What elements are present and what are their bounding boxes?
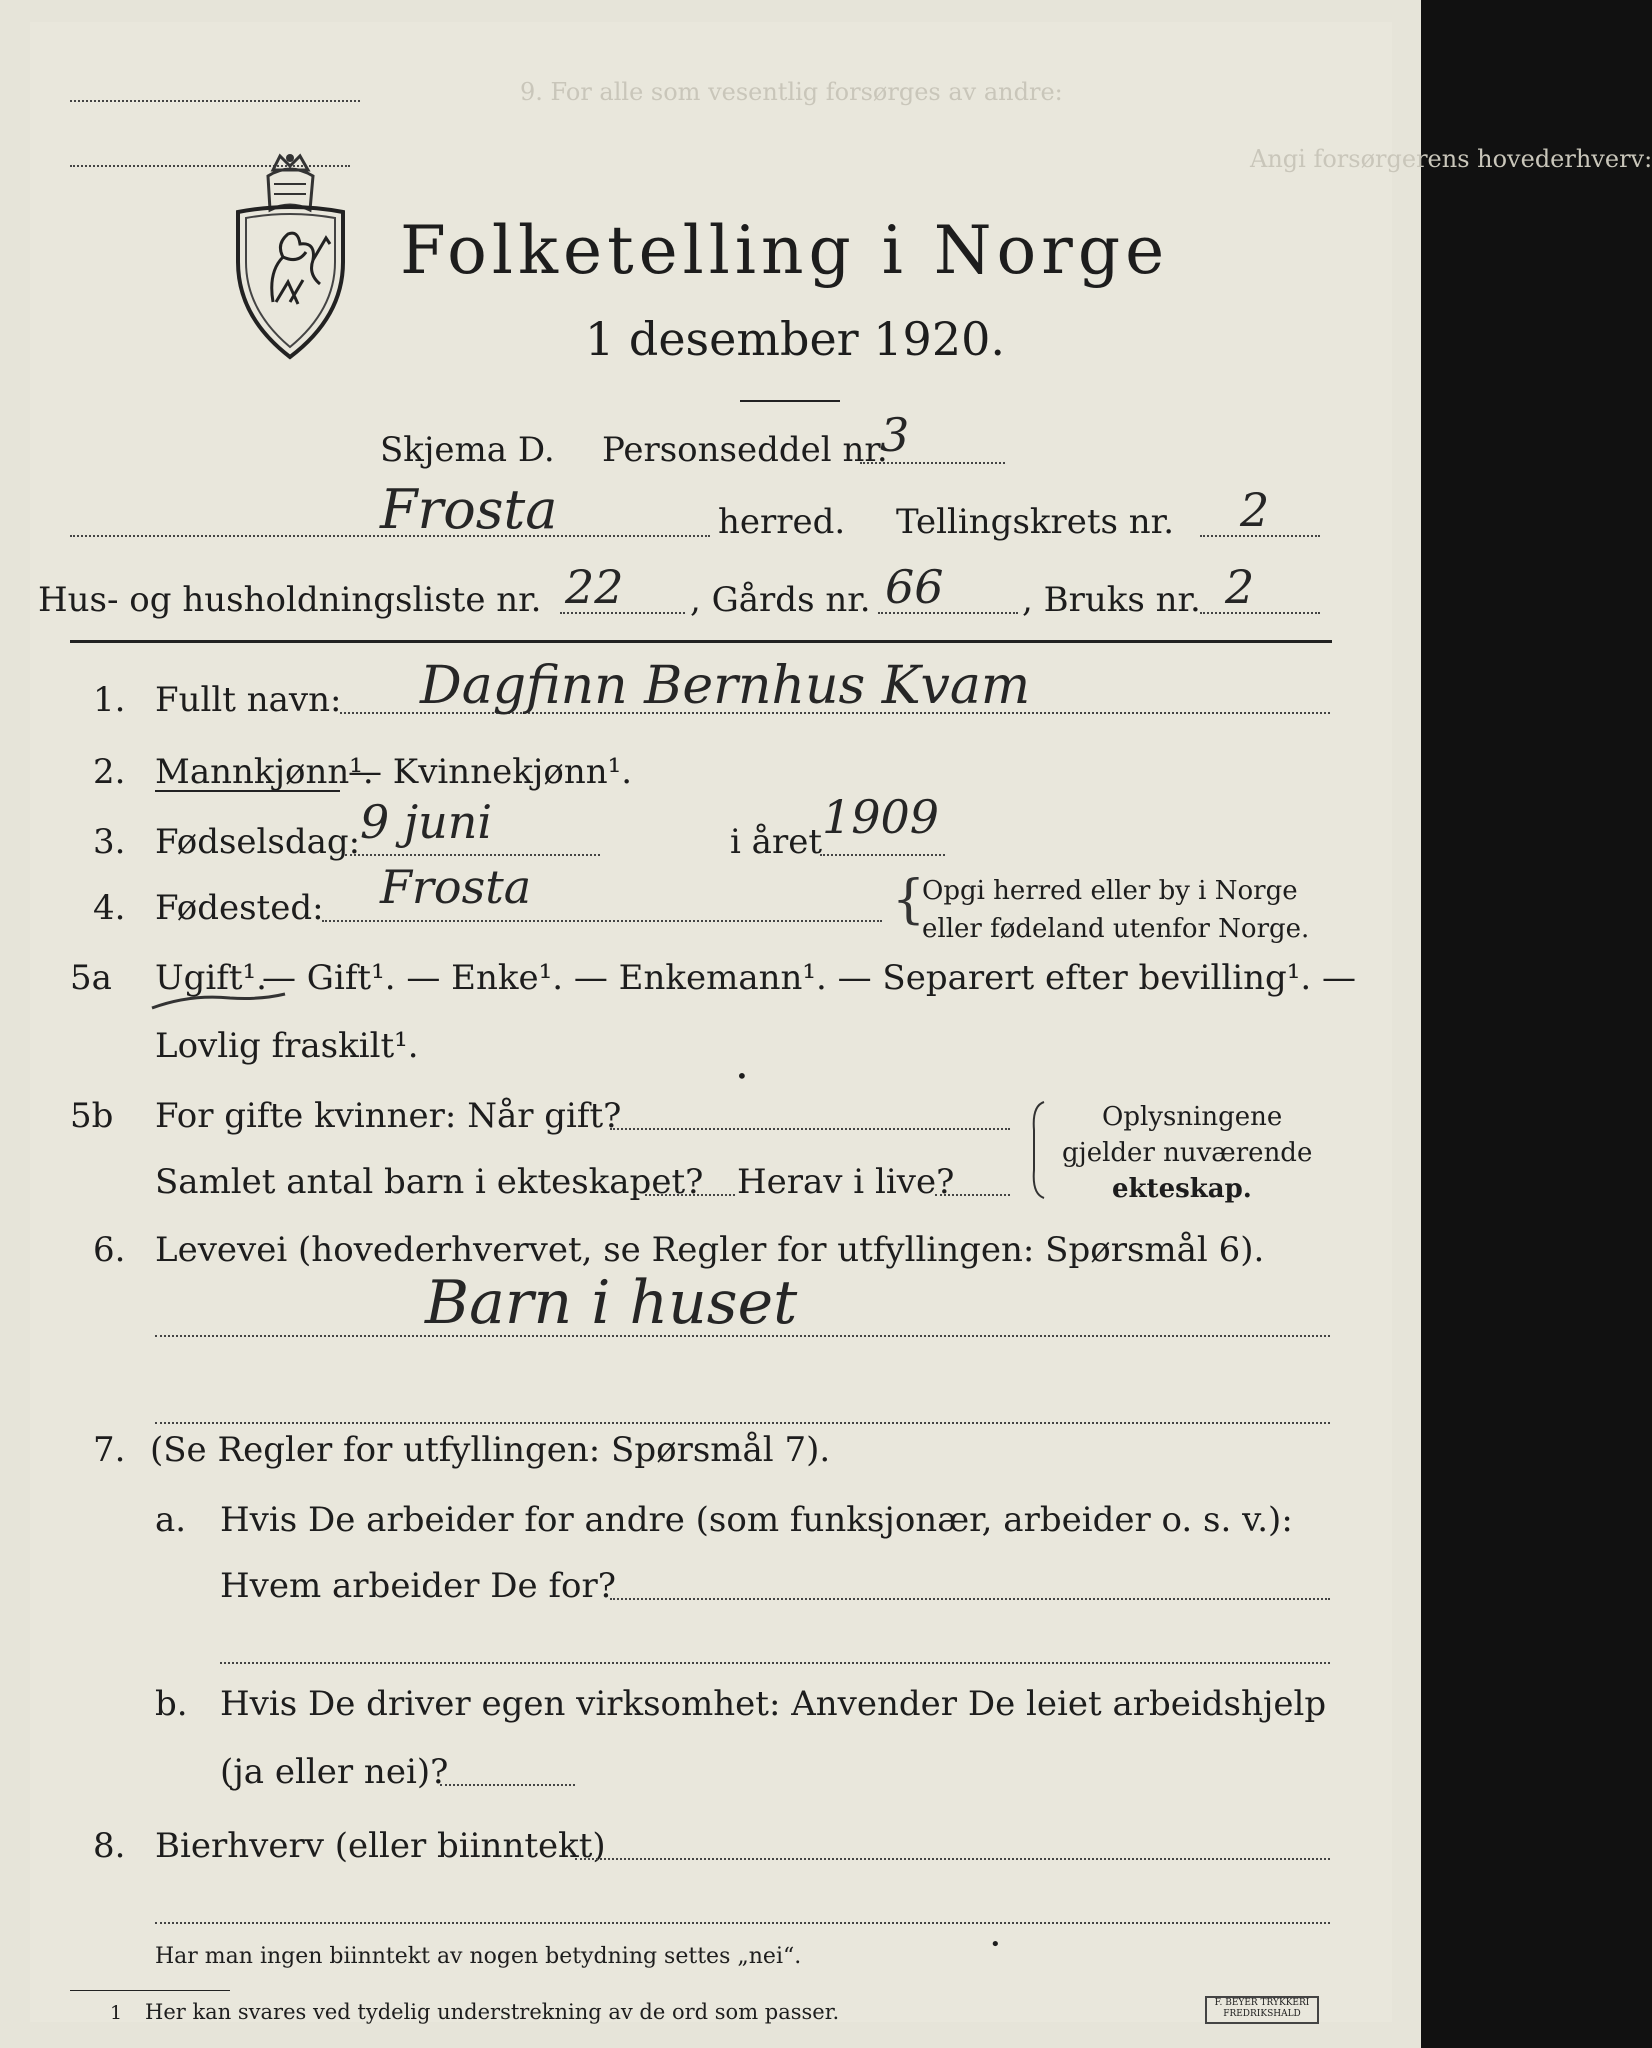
q3-year-line <box>820 854 945 856</box>
q5b-bracket <box>1028 1100 1048 1200</box>
gards-label: , Gårds nr. <box>690 580 871 620</box>
q4-note-line1: Opgi herred eller by i Norge <box>922 876 1298 906</box>
q7b-letter: b. <box>155 1684 188 1724</box>
q8-number: 8. <box>93 1826 126 1866</box>
hus-label: Hus- og husholdningsliste nr. <box>38 580 542 620</box>
q5b-married-when-line <box>610 1128 1010 1130</box>
q3-line <box>345 854 600 856</box>
q7a-extra-line <box>220 1662 1330 1664</box>
bruks-line <box>1200 612 1320 614</box>
q6-label: Levevei (hovederhvervet, se Regler for utfyllingen: Spørsmål 6). <box>155 1230 1265 1270</box>
q5b-note-line3: ekteskap. <box>1112 1174 1252 1204</box>
q7b-yes-no-label: (ja eller nei)? <box>220 1752 449 1792</box>
q4-note-line2: eller fødeland utenfor Norge. <box>922 914 1310 944</box>
bleed-through: Angi forsørgerens hovederhverv: <box>1250 145 1652 173</box>
q6-line-1 <box>155 1335 1330 1337</box>
q3-year-label: i året <box>730 822 822 862</box>
tellingskrets-value[interactable]: 2 <box>1240 483 1270 537</box>
printer-stamp: F. BEYER TRYKKERI FREDRIKSHALD <box>1205 1996 1319 2024</box>
herred-label: herred. <box>718 502 846 542</box>
tellingskrets-label: Tellingskrets nr. <box>896 502 1175 542</box>
q7a-letter: a. <box>155 1500 187 1540</box>
q7a-employer-line <box>610 1598 1330 1600</box>
herred-value[interactable]: Frosta <box>380 478 558 541</box>
q5a-number: 5a <box>70 958 112 998</box>
q7a-employer-label: Hvem arbeider De for? <box>220 1566 616 1606</box>
q5a-unmarried-option[interactable]: Ugift¹. <box>155 958 267 998</box>
q5b-label: For gifte kvinner: Når gift? <box>155 1096 622 1136</box>
ink-dot: • <box>990 1934 1001 1955</box>
q7b-yes-no-line <box>440 1784 575 1786</box>
q5b-alive-label: Herav i live? <box>737 1162 955 1202</box>
q5a-other-options[interactable]: — Gift¹. — Enke¹. — Enkemann¹. — Separert efter bevilling¹. — <box>262 958 1357 998</box>
header-divider <box>70 640 1332 643</box>
q3-birthday-value[interactable]: 9 juni <box>360 795 493 849</box>
personseddel-value[interactable]: 3 <box>880 408 910 462</box>
q3-label: Fødselsdag: <box>155 822 361 862</box>
title-divider <box>740 400 840 402</box>
ink-dot: • <box>736 1064 748 1088</box>
q2-number: 2. <box>93 752 126 792</box>
q3-year-value[interactable]: 1909 <box>822 790 940 844</box>
q6-line-2 <box>155 1422 1330 1424</box>
q1-label: Fullt navn: <box>155 680 342 720</box>
q8-line <box>575 1858 1330 1860</box>
form-title: Folketelling i Norge <box>400 212 1170 289</box>
bruks-label: , Bruks nr. <box>1022 580 1201 620</box>
q2-male-option[interactable]: Mannkjønn¹. <box>155 752 374 792</box>
footnote-number: 1 <box>110 2002 123 2024</box>
footer-note: Har man ingen biinntekt av nogen betydning settes „nei“. <box>155 1944 802 1969</box>
hus-value[interactable]: 22 <box>565 560 624 614</box>
q7-number: 7. <box>93 1430 126 1470</box>
q1-full-name-value[interactable]: Dagfinn Bernhus Kvam <box>420 656 1031 716</box>
q1-number: 1. <box>93 680 126 720</box>
q2-male-underline <box>155 790 340 792</box>
q4-line <box>322 920 882 922</box>
personseddel-line <box>860 462 1005 464</box>
footnote-rule <box>70 1990 230 1991</box>
q5b-children-label: Samlet antal barn i ekteskapet? <box>155 1162 704 1202</box>
q8-label: Bierhverv (eller biinntekt) <box>155 1826 606 1866</box>
q5b-note-line1: Oplysningene <box>1102 1102 1283 1132</box>
q5b-alive-line <box>935 1194 1010 1196</box>
q5b-number: 5b <box>70 1096 114 1136</box>
personseddel-label: Personseddel nr. <box>602 430 888 470</box>
q4-birthplace-value[interactable]: Frosta <box>380 860 532 914</box>
q6-number: 6. <box>93 1230 126 1270</box>
q4-label: Fødested: <box>155 888 324 928</box>
footnote-text: Her kan svares ved tydelig understrekning av de ord som passer. <box>145 2000 840 2024</box>
q5a-divorced-option[interactable]: Lovlig fraskilt¹. <box>155 1026 419 1066</box>
skjema-label: Skjema D. <box>380 430 555 470</box>
q5b-children-line <box>645 1194 735 1196</box>
census-date: 1 desember 1920. <box>585 312 1005 366</box>
coat-of-arms-icon <box>228 152 353 362</box>
bruks-value[interactable]: 2 <box>1225 560 1255 614</box>
gards-value[interactable]: 66 <box>885 560 944 614</box>
q4-number: 4. <box>93 888 126 928</box>
q3-number: 3. <box>93 822 126 862</box>
q7b-label: Hvis De driver egen virksomhet: Anvender De leiet arbeidshjelp <box>220 1684 1327 1724</box>
q6-occupation-value[interactable]: Barn i huset <box>425 1268 798 1338</box>
bleed-through: 9. For alle som vesentlig forsørges av andre: <box>520 78 1063 106</box>
q5b-note-line2: gjelder nuværende <box>1062 1138 1313 1168</box>
top-dotted-line <box>70 100 360 102</box>
q2-female-option[interactable]: — Kvinnekjønn¹. <box>348 752 633 792</box>
q7-label: (Se Regler for utfyllingen: Spørsmål 7). <box>150 1430 831 1470</box>
q8-extra-line <box>155 1922 1330 1924</box>
q4-brace: { <box>892 870 926 930</box>
q7a-label: Hvis De arbeider for andre (som funksjonær, arbeider o. s. v.): <box>220 1500 1293 1540</box>
